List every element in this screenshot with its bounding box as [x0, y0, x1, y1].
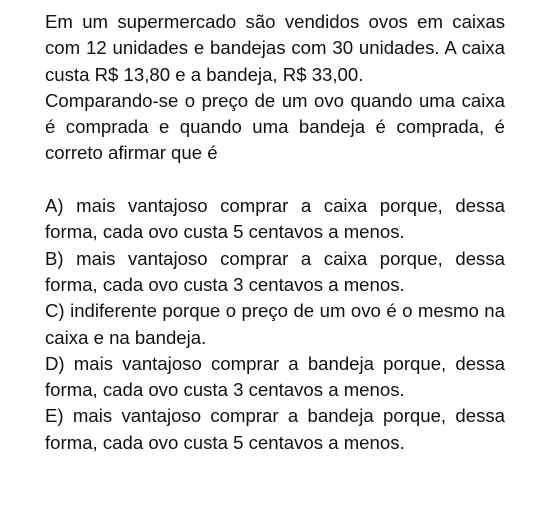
question-prompt: Comparando-se o preço de um ovo quando uma caixa é comprada e quando uma bandeja é comprada, é correto afirmar que é [45, 89, 505, 164]
option-b: B) mais vantajoso comprar a caixa porque, dessa forma, cada ovo custa 3 centavos a menos. [45, 247, 505, 295]
question-statement: Em um supermercado são vendidos ovos em caixas com 12 unidades e bandejas com 30 unidades. A caixa custa R$ 13,80 e a bandeja, R$ 33,00. [45, 11, 505, 85]
option-a: A) mais vantajoso comprar a caixa porque, dessa forma, cada ovo custa 5 centavos a menos. [45, 195, 505, 243]
option-e: E) mais vantajoso comprar a bandeja porque, dessa forma, cada ovo custa 5 centavos a menos. [45, 405, 505, 453]
option-d: D) mais vantajoso comprar a bandeja porque, dessa forma, cada ovo custa 3 centavos a menos. [45, 352, 505, 401]
option-c: C) indiferente porque o preço de um ovo é o mesmo na caixa e na bandeja. [45, 300, 505, 348]
options-list [45, 193, 505, 456]
question-document [45, 9, 505, 456]
blank-line [45, 167, 505, 193]
